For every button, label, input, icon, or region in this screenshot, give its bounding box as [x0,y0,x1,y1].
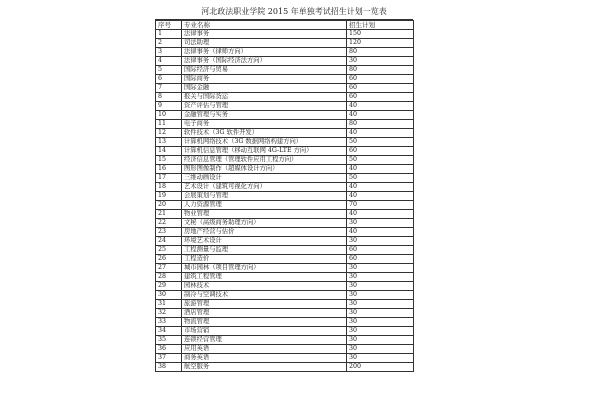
cell-no: 25 [156,246,182,255]
cell-major: 国际商务 [182,75,347,84]
cell-no: 27 [156,264,182,273]
cell-plan: 60 [347,255,414,264]
cell-plan: 60 [347,147,414,156]
table-row [156,138,414,147]
table-row [156,300,414,309]
cell-no: 11 [156,120,182,129]
table-row [156,174,414,183]
table-row [156,246,414,255]
cell-no: 36 [156,345,182,354]
table-row [156,264,414,273]
cell-plan: 40 [347,102,414,111]
cell-plan: 50 [347,156,414,165]
cell-major: 城市园林（项目管理方向） [182,264,347,273]
cell-no: 29 [156,282,182,291]
table-row [156,93,414,102]
cell-plan: 30 [347,237,414,246]
cell-no: 22 [156,219,182,228]
cell-no: 12 [156,129,182,138]
cell-major: 物业管理 [182,210,347,219]
cell-no: 19 [156,192,182,201]
table-row [156,57,414,66]
cell-no: 34 [156,327,182,336]
document-title: 河北政法职业学院 2015 年单独考试招生计划一览表 [155,4,413,20]
cell-no: 37 [156,354,182,363]
header-major: 专业名称 [182,21,347,30]
cell-plan: 30 [347,273,414,282]
cell-major: 国际金融 [182,84,347,93]
cell-major: 市场营销 [182,327,347,336]
cell-no: 28 [156,273,182,282]
cell-plan: 40 [347,165,414,174]
cell-plan: 80 [347,48,414,57]
table-row [156,237,414,246]
cell-plan: 60 [347,246,414,255]
table-row [156,156,414,165]
table-row [156,120,414,129]
cell-plan: 60 [347,84,414,93]
cell-plan: 30 [347,345,414,354]
table-row [156,219,414,228]
cell-no: 18 [156,183,182,192]
cell-major: 电子商务 [182,120,347,129]
cell-plan: 40 [347,111,414,120]
table-row [156,39,414,48]
table-row [156,192,414,201]
cell-no: 30 [156,291,182,300]
cell-major: 软件技术（3G 软件开发） [182,129,347,138]
table-row [156,255,414,264]
cell-plan: 30 [347,282,414,291]
cell-major: 会展策划与管理 [182,192,347,201]
cell-major: 建筑工程管理 [182,273,347,282]
table-body [156,21,414,372]
table-row [156,84,414,93]
cell-plan: 80 [347,120,414,129]
cell-plan: 150 [347,30,414,39]
table-header-row [156,21,414,30]
cell-plan: 40 [347,192,414,201]
cell-no: 32 [156,309,182,318]
cell-plan: 60 [347,75,414,84]
cell-major: 连锁经营管理 [182,336,347,345]
cell-no: 23 [156,228,182,237]
cell-no: 21 [156,210,182,219]
table-row [156,30,414,39]
cell-no: 1 [156,30,182,39]
cell-plan: 30 [347,291,414,300]
cell-no: 8 [156,93,182,102]
cell-no: 7 [156,84,182,93]
cell-no: 13 [156,138,182,147]
cell-no: 38 [156,363,182,372]
table-row [156,336,414,345]
cell-plan: 40 [347,183,414,192]
table-row [156,345,414,354]
cell-major: 旅游管理 [182,300,347,309]
cell-plan: 30 [347,354,414,363]
cell-no: 4 [156,57,182,66]
cell-no: 14 [156,147,182,156]
cell-plan: 30 [347,327,414,336]
table-row [156,129,414,138]
table-row [156,282,414,291]
cell-no: 9 [156,102,182,111]
cell-no: 24 [156,237,182,246]
table-row [156,147,414,156]
table-row [156,48,414,57]
cell-major: 园林技术 [182,282,347,291]
cell-plan: 40 [347,210,414,219]
cell-major: 人力资源管理 [182,201,347,210]
cell-plan: 30 [347,318,414,327]
cell-major: 工程测量与监理 [182,246,347,255]
cell-plan: 40 [347,228,414,237]
cell-no: 31 [156,300,182,309]
cell-major: 房地产经营与估价 [182,228,347,237]
cell-no: 5 [156,66,182,75]
cell-plan: 30 [347,57,414,66]
table-row [156,201,414,210]
cell-plan: 70 [347,201,414,210]
cell-no: 16 [156,165,182,174]
table-row [156,102,414,111]
table-row [156,291,414,300]
cell-no: 33 [156,318,182,327]
cell-major: 文秘（高级商务助理方向） [182,219,347,228]
table-row [156,363,414,372]
table-row [156,309,414,318]
cell-major: 国际经济与贸易 [182,66,347,75]
table-row [156,318,414,327]
cell-plan: 30 [347,336,414,345]
cell-plan: 50 [347,174,414,183]
cell-major: 法律事务（律师方向） [182,48,347,57]
table-row [156,165,414,174]
cell-major: 法律事务 [182,30,347,39]
cell-major: 计算机信息管理（移动互联网 4G-LTE 方向） [182,147,347,156]
cell-plan: 120 [347,39,414,48]
cell-major: 工程造价 [182,255,347,264]
cell-major: 司法助理 [182,39,347,48]
cell-major: 酒店管理 [182,309,347,318]
table-row [156,183,414,192]
cell-no: 20 [156,201,182,210]
cell-major: 三维动画设计 [182,174,347,183]
cell-major: 艺术设计（建筑可视化方向） [182,183,347,192]
cell-major: 资产评估与管理 [182,102,347,111]
cell-major: 经济信息管理（管理软件应用工程方向） [182,156,347,165]
cell-no: 26 [156,255,182,264]
cell-no: 6 [156,75,182,84]
cell-no: 35 [156,336,182,345]
cell-major: 报关与国际货运 [182,93,347,102]
cell-no: 10 [156,111,182,120]
cell-plan: 30 [347,309,414,318]
cell-major: 物流管理 [182,318,347,327]
cell-plan: 40 [347,129,414,138]
cell-plan: 80 [347,66,414,75]
cell-major: 应用英语 [182,345,347,354]
cell-major: 图形图像制作（超媒体设计方向） [182,165,347,174]
cell-no: 17 [156,174,182,183]
cell-major: 制冷与空调技术 [182,291,347,300]
cell-major: 计算机网络技术（3G 数据网络构建方向） [182,138,347,147]
table-row [156,66,414,75]
table-row [156,273,414,282]
cell-no: 3 [156,48,182,57]
table-row [156,354,414,363]
cell-major: 金融管理与实务 [182,111,347,120]
table-row [156,228,414,237]
cell-major: 商务英语 [182,354,347,363]
cell-plan: 50 [347,138,414,147]
header-no: 序号 [156,21,182,30]
cell-major: 航空服务 [182,363,347,372]
cell-no: 15 [156,156,182,165]
cell-no: 2 [156,39,182,48]
table-row [156,111,414,120]
table-row [156,327,414,336]
table-row [156,75,414,84]
cell-plan: 30 [347,264,414,273]
header-plan: 招生计划 [347,21,414,30]
cell-major: 法律事务（国际经济法方向） [182,57,347,66]
cell-plan: 60 [347,93,414,102]
cell-plan: 30 [347,219,414,228]
enrollment-plan-table [155,20,414,372]
table-row [156,210,414,219]
enrollment-plan-sheet [155,4,413,372]
cell-plan: 200 [347,363,414,372]
cell-major: 环境艺术设计 [182,237,347,246]
cell-plan: 30 [347,300,414,309]
